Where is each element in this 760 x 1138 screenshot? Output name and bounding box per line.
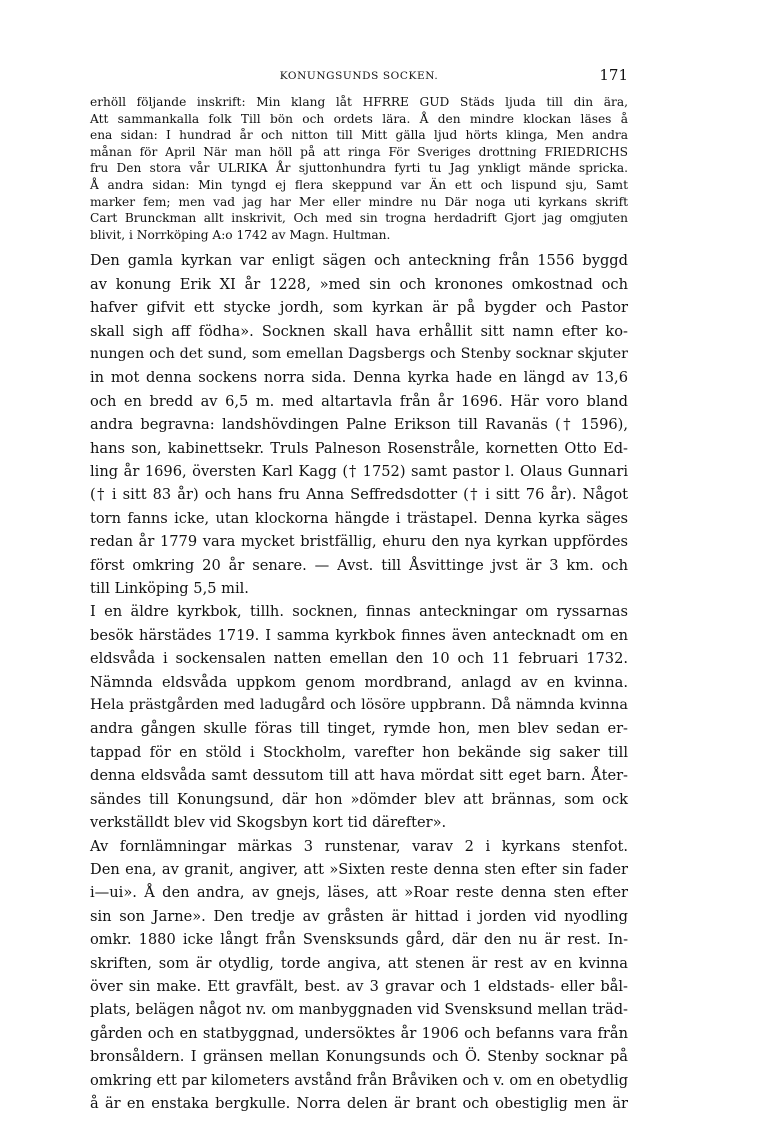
text-line: Hela prästgården med ladugård och lösöre uppbrann. Då nämnda kvinna bbox=[90, 697, 628, 714]
text-line: hans son, kabinettsekr. Truls Palneson Rosenstråle, kornetten Otto Ed- bbox=[90, 439, 628, 457]
text-line: tappad för en stöld i Stockholm, varefter hon bekände sig saker till bbox=[90, 743, 628, 761]
text-line: erhöll följande inskrift: Min klang låt HFRRE GUD Städs ljuda till din ära, bbox=[90, 95, 628, 109]
text-line: nungen och det sund, som emellan Dagsbergs och Stenby socknar skjuter bbox=[90, 345, 628, 362]
page-number: 171 bbox=[599, 66, 628, 84]
text-line: andra gången skulle föras till tinget, rymde hon, men blev sedan er- bbox=[90, 720, 628, 738]
text-line: ena sidan: I hundrad år och nitton till Mitt gälla ljud hörts klinga, Men andra bbox=[90, 128, 628, 143]
text-line: Att sammankalla folk Till bön och ordets lära. Å den mindre klockan läses å bbox=[90, 111, 628, 126]
paragraph-ancient-remains bbox=[90, 835, 628, 1116]
paragraph-church-book bbox=[90, 600, 628, 834]
text-line: Å andra sidan: Min tyngd ej flera skeppund var Än ett och lispund sju, Samt bbox=[90, 177, 628, 192]
text-line: blivit, i Norrköping A:o 1742 av Magn. Hultman. bbox=[90, 227, 391, 242]
text-line: in mot denna sockens norra sida. Denna kyrka hade en längd av 13,6 bbox=[90, 369, 628, 387]
text-line: Cart Brunckman allt inskrivit, Och med sin trogna herdadrift Gjort jag omgjuten bbox=[90, 211, 628, 226]
text-line: sändes till Konungsund, där hon »dömder blev att brännas, som ock bbox=[90, 790, 628, 808]
text-line: eldsvåda i sockensalen natten emellan den 10 och 11 februari 1732. bbox=[90, 650, 628, 668]
text-line: först omkring 20 år senare. — Avst. till Åsvittinge jvst är 3 km. och bbox=[90, 556, 628, 574]
text-line: av konung Erik XI år 1228, »med sin och kronones omkostnad och bbox=[90, 275, 628, 293]
text-line: omkring ett par kilometers avstånd från Bråviken och v. om en obetydlig bbox=[90, 1071, 629, 1089]
text-line: hafver gifvit ett stycke jordh, som kyrkan är på bygder och Pastor bbox=[90, 299, 628, 317]
text-line: verkställdt blev vid Skogsbyn kort tid därefter». bbox=[90, 814, 447, 832]
text-line: till Linköping 5,5 mil. bbox=[90, 580, 249, 598]
inscription-paragraph bbox=[90, 94, 628, 243]
text-line: skall sigh aff födha». Socknen skall hava erhållit sitt namn efter ko- bbox=[90, 322, 628, 340]
text-line: sin son Jarne». Den tredje av gråsten är hittad i jorden vid nyodling bbox=[90, 907, 628, 925]
text-line: I en äldre kyrkbok, tillh. socknen, finnas anteckningar om ryssarnas bbox=[90, 603, 628, 621]
text-line: i—ui». Å den andra, av gnejs, läses, att »Roar reste denna sten efter bbox=[90, 884, 628, 902]
text-line: denna eldsvåda samt dessutom till att hava mördat sitt eget barn. Åter- bbox=[90, 767, 628, 785]
text-line: bronsåldern. I gränsen mellan Konungsunds och Ö. Stenby socknar på bbox=[90, 1048, 628, 1066]
text-line: månan för April När man höll på att ringa För Sveriges drottning FRIEDRICHS bbox=[90, 144, 628, 159]
text-line: marker fem; men vad jag har Mer eller mindre nu Där noga uti kyrkans skrift bbox=[90, 194, 628, 209]
running-head bbox=[90, 64, 628, 88]
text-line: skriften, som är otydlig, torde angiva, att stenen är rest av en kvinna bbox=[90, 954, 628, 972]
text-line: ling år 1696, översten Karl Kagg († 1752) samt pastor l. Olaus Gunnari bbox=[90, 463, 628, 480]
text-line: och en bredd av 6,5 m. med altartavla från år 1696. Här voro bland bbox=[90, 392, 628, 410]
text-line: Den gamla kyrkan var enligt sägen och anteckning från 1556 byggd bbox=[90, 252, 628, 270]
text-line: († i sitt 83 år) och hans fru Anna Seffredsdotter († i sitt 76 år). Något bbox=[90, 486, 628, 504]
book-page bbox=[90, 64, 628, 1115]
text-line: plats, belägen något nv. om manbyggnaden vid Svensksund mellan träd- bbox=[90, 1001, 628, 1019]
text-line: över sin make. Ett gravfält, best. av 3 gravar och 1 eldstads- eller bål- bbox=[90, 977, 628, 995]
text-line: besök härstädes 1719. I samma kyrkbok finnes även antecknadt om en bbox=[90, 626, 628, 644]
text-line: omkr. 1880 icke långt från Svensksunds gård, där den nu är rest. In- bbox=[90, 931, 628, 949]
text-line: Den ena, av granit, angiver, att »Sixten reste denna sten efter sin fader bbox=[90, 860, 628, 878]
text-line: Nämnda eldsvåda uppkom genom mordbrand, anlagd av en kvinna. bbox=[90, 673, 628, 691]
text-line: torn fanns icke, utan klockorna hängde i trästapel. Denna kyrka säges bbox=[90, 509, 628, 527]
text-line: redan år 1779 vara mycket bristfällig, ehuru den nya kyrkan uppfördes bbox=[90, 533, 628, 551]
text-line: gården och en statbyggnad, undersöktes år 1906 och befanns vara från bbox=[90, 1024, 628, 1042]
running-title: KONUNGSUNDS SOCKEN. bbox=[279, 70, 439, 82]
text-line: å är en enstaka bergkulle. Norra delen är brant och obestiglig men är bbox=[90, 1094, 628, 1112]
text-line: Av fornlämningar märkas 3 runstenar, varav 2 i kyrkans stenfot. bbox=[90, 837, 628, 855]
paragraph-old-church bbox=[90, 249, 628, 600]
text-line: andra begravna: landshövdingen Palne Erikson till Ravanäs († 1596), bbox=[90, 416, 628, 434]
text-line: fru Den stora vår ULRIKA År sjuttonhundra fyrti tu Jag ynkligt mände spricka. bbox=[90, 161, 628, 176]
